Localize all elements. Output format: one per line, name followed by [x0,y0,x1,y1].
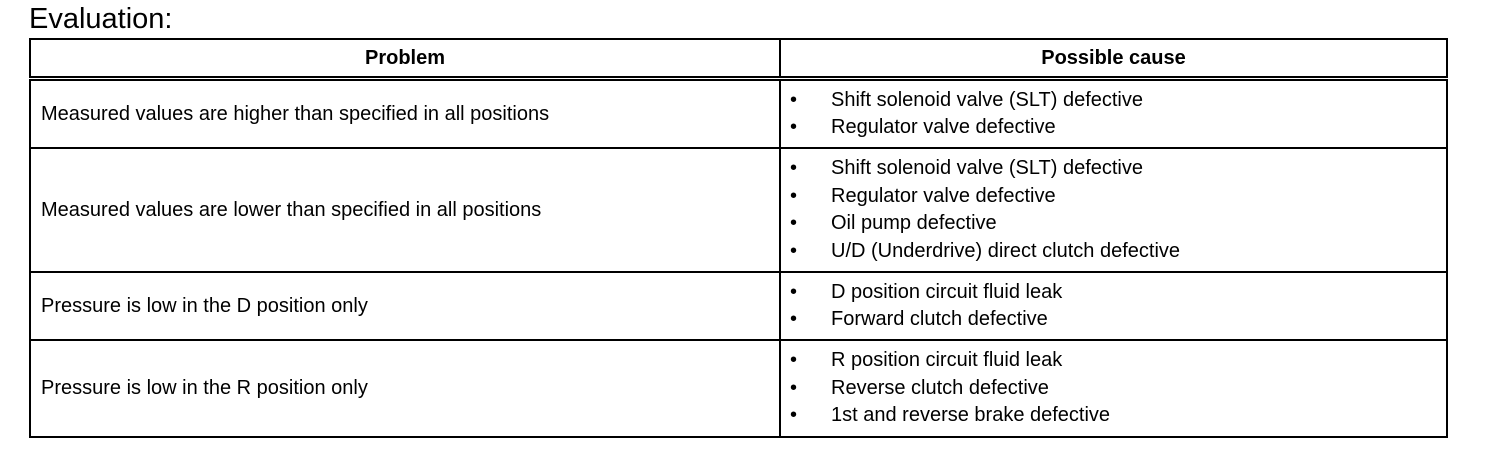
table-row [30,272,1447,340]
cause-item [790,87,1446,115]
cause-text: Forward clutch defective [831,308,1048,330]
column-header-possible-cause: Possible cause [780,39,1447,79]
cause-item [790,347,1446,375]
problem-cell: Measured values are lower than specified in all positions [30,148,780,272]
cause-text: D position circuit fluid leak [831,280,1063,303]
bullet-icon: • [790,239,798,262]
bullet-icon: • [790,212,798,234]
table-header-row [30,39,1447,79]
cause-item [790,155,1446,183]
cause-cell [780,148,1447,272]
cause-text: Shift solenoid valve (SLT) defective [831,88,1144,111]
bullet-icon: • [790,308,798,330]
cause-item [790,402,1446,430]
cause-item [790,183,1446,211]
cause-cell [780,272,1447,340]
table-row [30,79,1447,149]
problem-cell: Pressure is low in the D position only [30,272,780,340]
table-row [30,340,1447,437]
bullet-icon: • [790,88,798,111]
page-title: Evaluation: [29,3,173,35]
cause-item [790,238,1446,266]
bullet-icon: • [790,404,798,427]
cause-text: Oil pump defective [831,212,997,234]
bullet-icon: • [790,184,798,207]
cause-list [790,279,1446,334]
cause-item [790,210,1446,238]
evaluation-table [29,38,1448,438]
cause-item [790,375,1446,403]
cause-item [790,306,1446,334]
cause-text: R position circuit fluid leak [831,349,1063,372]
cause-text: Regulator valve defective [831,116,1056,138]
problem-cell: Measured values are higher than specified in all positions [30,79,780,149]
cause-text: Shift solenoid valve (SLT) defective [831,157,1144,179]
cause-list [790,347,1446,430]
cause-cell [780,79,1447,149]
cause-text: U/D (Underdrive) direct clutch defective [831,239,1181,262]
cause-text: Regulator valve defective [831,184,1056,207]
problem-cell: Pressure is low in the R position only [30,340,780,437]
cause-list [790,155,1446,265]
table-row [30,148,1447,272]
bullet-icon: • [790,157,798,179]
bullet-icon: • [790,349,798,372]
cause-text: 1st and reverse brake defective [831,404,1111,427]
bullet-icon: • [790,280,798,303]
bullet-icon: • [790,376,798,399]
cause-list [790,87,1446,142]
cause-item [790,279,1446,307]
cause-cell [780,340,1447,437]
bullet-icon: • [790,116,798,138]
cause-text: Reverse clutch defective [831,376,1049,399]
cause-item [790,114,1446,142]
column-header-problem: Problem [30,39,780,79]
